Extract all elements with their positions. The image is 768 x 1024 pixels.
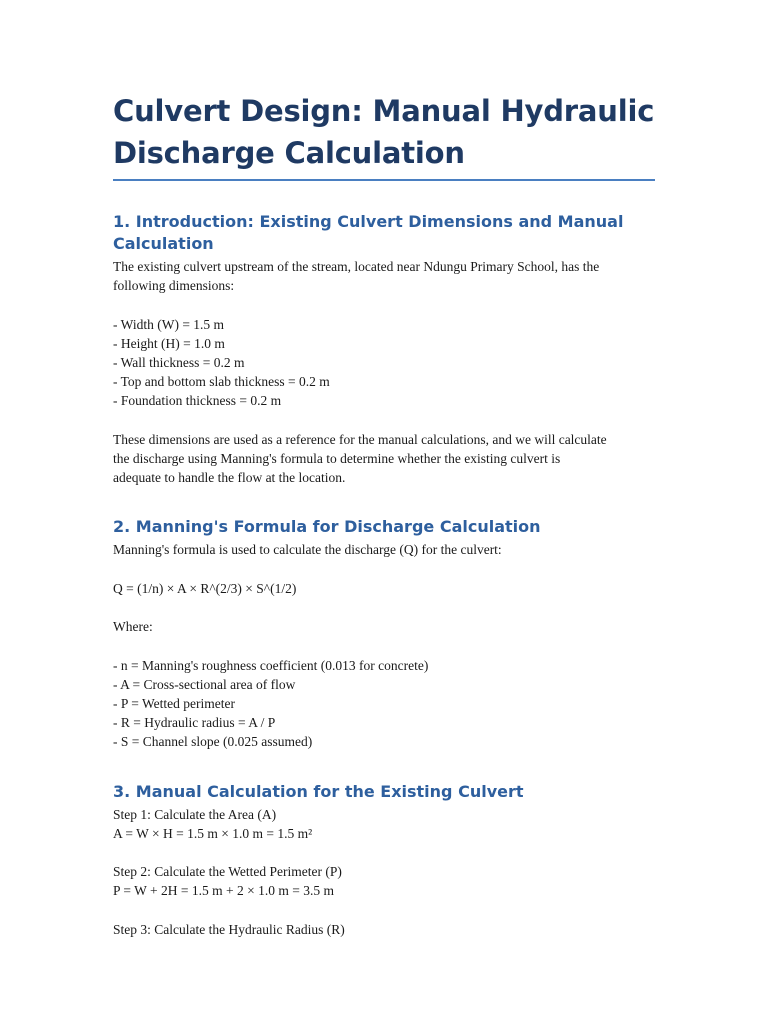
closing-line-2: the discharge using Manning's formula to determine whether the existing culvert is xyxy=(113,451,561,466)
dimension-item: - Top and bottom slab thickness = 0.2 m xyxy=(113,374,330,390)
section-2-body xyxy=(113,540,655,751)
where-label: Where: xyxy=(113,619,153,635)
variable-item: - R = Hydraulic radius = A / P xyxy=(113,715,276,731)
step-3-label: Step 3: Calculate the Hydraulic Radius (R) xyxy=(113,921,345,937)
intro-line-1: The existing culvert upstream of the stream, located near Ndungu Primary School, has the xyxy=(113,259,600,274)
dimension-item: - Height (H) = 1.0 m xyxy=(113,335,225,351)
manning-formula: Q = (1/n) × A × R^(2/3) × S^(1/2) xyxy=(113,580,297,596)
variable-item: - P = Wetted perimeter xyxy=(113,695,235,711)
variable-item: - S = Channel slope (0.025 assumed) xyxy=(113,734,313,750)
dimension-item: - Foundation thickness = 0.2 m xyxy=(113,393,282,409)
spacer xyxy=(113,598,655,617)
section-1-heading: 1. Introduction: Existing Culvert Dimensions and Manual Calculation xyxy=(113,212,624,253)
dimension-item: - Width (W) = 1.5 m xyxy=(113,316,225,332)
spacer xyxy=(113,843,655,862)
spacer xyxy=(113,560,655,579)
title-line-1: Culvert Design: Manual Hydraulic xyxy=(113,94,655,128)
document-page xyxy=(113,90,655,939)
section-1-body xyxy=(113,257,655,487)
section-3-heading: 3. Manual Calculation for the Existing Culvert xyxy=(113,781,524,801)
variable-item: - A = Cross-sectional area of flow xyxy=(113,676,296,692)
section-3-body xyxy=(113,805,655,939)
spacer xyxy=(113,411,655,430)
closing-line-1: These dimensions are used as a reference for the manual calculations, and we will calculate xyxy=(113,431,607,447)
variable-item: - n = Manning's roughness coefficient (0.013 for concrete) xyxy=(113,657,429,673)
step-2-calc: P = W + 2H = 1.5 m + 2 × 1.0 m = 3.5 m xyxy=(113,883,334,899)
title-line-2: Discharge Calculation xyxy=(113,136,465,170)
step-2-label: Step 2: Calculate the Wetted Perimeter (P) xyxy=(113,864,342,880)
dimension-item: - Wall thickness = 0.2 m xyxy=(113,355,245,370)
closing-line-3: adequate to handle the flow at the location. xyxy=(113,470,346,486)
spacer xyxy=(113,636,655,655)
spacer xyxy=(113,901,655,920)
section-2-heading: 2. Manning's Formula for Discharge Calculation xyxy=(113,517,541,537)
intro-line-2: following dimensions: xyxy=(113,278,235,294)
document-title xyxy=(113,90,655,181)
spacer xyxy=(113,295,655,314)
formula-intro: Manning's formula is used to calculate the discharge (Q) for the culvert: xyxy=(113,542,502,558)
step-1-calc: A = W × H = 1.5 m × 1.0 m = 1.5 m² xyxy=(113,825,313,841)
step-1-label: Step 1: Calculate the Area (A) xyxy=(113,806,277,822)
